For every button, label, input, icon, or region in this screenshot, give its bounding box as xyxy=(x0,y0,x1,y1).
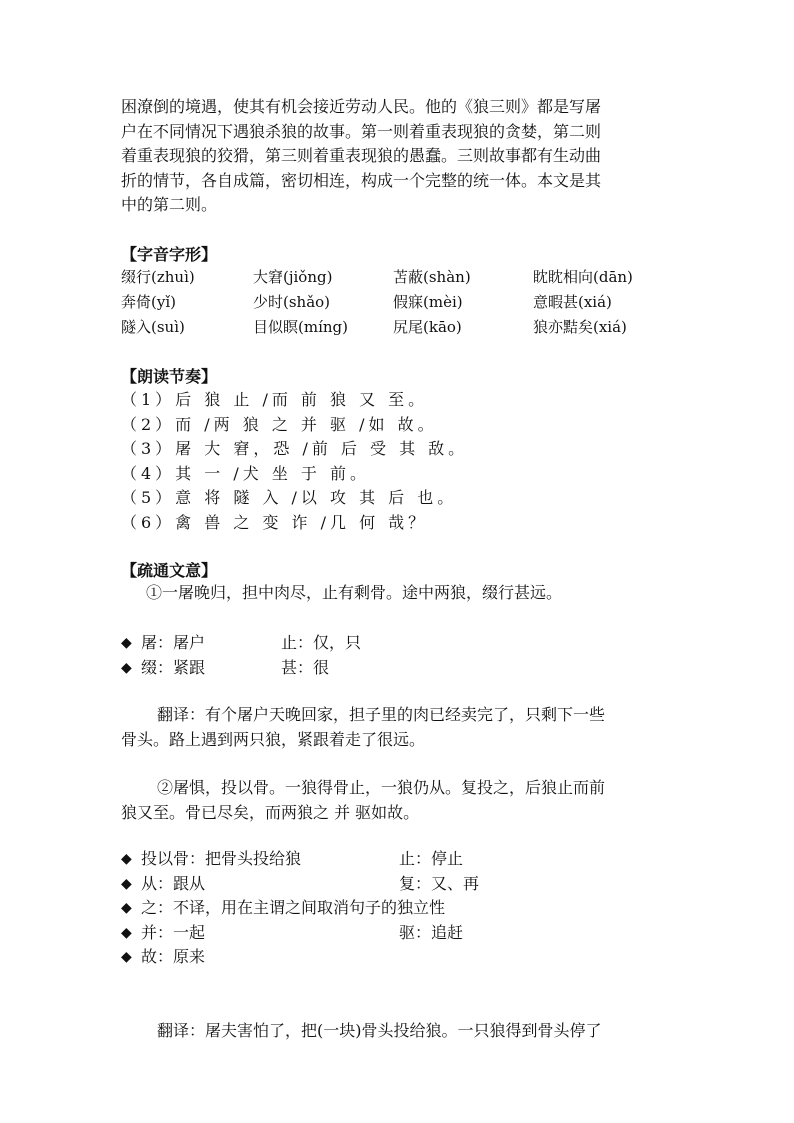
note-term: 投以骨：把骨头投给狼 xyxy=(141,849,302,868)
translation-line: 骨头。路上遇到两只狼，紧跟着走了很远。 xyxy=(121,729,426,749)
passage-1: ①一屠晚归，担中肉尽，止有剩骨。途中两狼，缀行甚远。 xyxy=(146,583,563,602)
vocab-item: 少时(shǎo) xyxy=(253,293,331,311)
note-row xyxy=(121,847,681,872)
diamond-bullet-icon: ◆ xyxy=(121,900,132,916)
section-heading-pronunciation: 【字音字形】 xyxy=(121,245,218,264)
note-term: 驱：追赶 xyxy=(399,922,464,942)
rhythm-line: （4）其 一 /犬 坐 于 前。 xyxy=(121,463,371,483)
note-term: 之：不译，用在主谓之间取消句子的独立性 xyxy=(141,898,446,917)
note-term: 并：一起 xyxy=(141,922,206,942)
diamond-bullet-icon: ◆ xyxy=(121,635,132,651)
vocab-item: 隧入(suì) xyxy=(121,318,185,336)
vocab-table xyxy=(121,265,681,340)
diamond-bullet-icon: ◆ xyxy=(121,659,132,676)
notes-2 xyxy=(121,847,681,970)
note-term: 从：跟从 xyxy=(141,873,206,893)
diamond-bullet-icon: ◆ xyxy=(121,949,132,965)
vocab-item: 苫蔽(shàn) xyxy=(393,268,471,286)
rhythm-list xyxy=(121,388,468,535)
rhythm-line: （5）意 将 隧 入 /以 攻 其 后 也。 xyxy=(121,488,458,507)
note-row xyxy=(121,921,681,946)
diamond-bullet-icon: ◆ xyxy=(121,875,132,892)
rhythm-line: （1）后 狼 止 /而 前 狼 又 至。 xyxy=(121,390,429,409)
vocab-item: 狼亦黠矣(xiá) xyxy=(533,318,627,336)
rhythm-line: （3）屠 大 窘，恐 /前 后 受 其 敌。 xyxy=(121,439,469,458)
intro-line: 户在不同情况下遇狼杀狼的故事。第一则着重表现狼的贪婪，第二则 xyxy=(121,121,602,141)
note-term: 缀：紧跟 xyxy=(141,657,206,677)
rhythm-line: （6）禽 兽 之 变 诈 /几 何 哉？ xyxy=(121,512,429,532)
note-row xyxy=(121,656,681,681)
note-row xyxy=(121,896,681,921)
section-heading-meaning: 【疏通文意】 xyxy=(121,561,218,580)
vocab-item: 目似瞑(míng) xyxy=(253,318,348,336)
note-row xyxy=(121,631,681,656)
diamond-bullet-icon: ◆ xyxy=(121,924,132,941)
note-term: 甚：很 xyxy=(281,657,330,677)
note-term: 止：停止 xyxy=(399,849,464,868)
passage-line: ②屠惧，投以骨。一狼得骨止，一狼仍从。复投之，后狼止而前 xyxy=(157,778,606,797)
translation-1 xyxy=(121,703,683,752)
diamond-bullet-icon: ◆ xyxy=(121,851,132,867)
note-row xyxy=(121,872,681,897)
vocab-item: 意暇甚(xiá) xyxy=(533,293,612,311)
vocab-row xyxy=(121,265,681,290)
vocab-item: 缀行(zhuì) xyxy=(121,268,195,286)
note-term: 故：原来 xyxy=(141,947,206,966)
intro-line: 中的第二则。 xyxy=(121,195,218,215)
note-term: 复：又、再 xyxy=(399,873,480,893)
vocab-row xyxy=(121,315,681,340)
vocab-item: 眈眈相向(dān) xyxy=(533,268,633,286)
vocab-row xyxy=(121,290,681,315)
intro-line: 折的情节，各自成篇，密切相连，构成一个完整的统一体。本文是其 xyxy=(121,170,602,190)
vocab-item: 假寐(mèi) xyxy=(393,293,463,311)
passage-line: 狼又至。骨已尽矣，而两狼之 并 驱如故。 xyxy=(121,802,420,822)
vocab-item: 大窘(jiǒng) xyxy=(253,268,333,286)
note-row xyxy=(121,945,681,970)
section-heading-rhythm: 【朗读节奏】 xyxy=(121,367,218,386)
intro-paragraph xyxy=(121,95,683,218)
note-term: 止：仅，只 xyxy=(281,633,362,652)
rhythm-line: （2）而 /两 狼 之 并 驱 /如 故。 xyxy=(121,414,438,434)
vocab-item: 尻尾(kāo) xyxy=(393,318,462,336)
intro-line: 困潦倒的境遇，使其有机会接近劳动人民。他的《狼三则》都是写屠 xyxy=(121,97,602,116)
translation-line: 翻译：有个屠户天晚回家，担子里的肉已经卖完了，只剩下一些 xyxy=(157,705,606,724)
notes-1 xyxy=(121,631,681,680)
note-term: 屠：屠户 xyxy=(141,633,206,652)
passage-2 xyxy=(121,776,683,825)
intro-line: 着重表现狼的狡猾，第三则着重表现狼的愚蠢。三则故事都有生动曲 xyxy=(121,146,602,166)
vocab-item: 奔倚(yǐ) xyxy=(121,293,176,311)
translation-2: 翻译：屠夫害怕了，把(一块)骨头投给狼。一只狼得到骨头停了 xyxy=(157,1021,602,1040)
